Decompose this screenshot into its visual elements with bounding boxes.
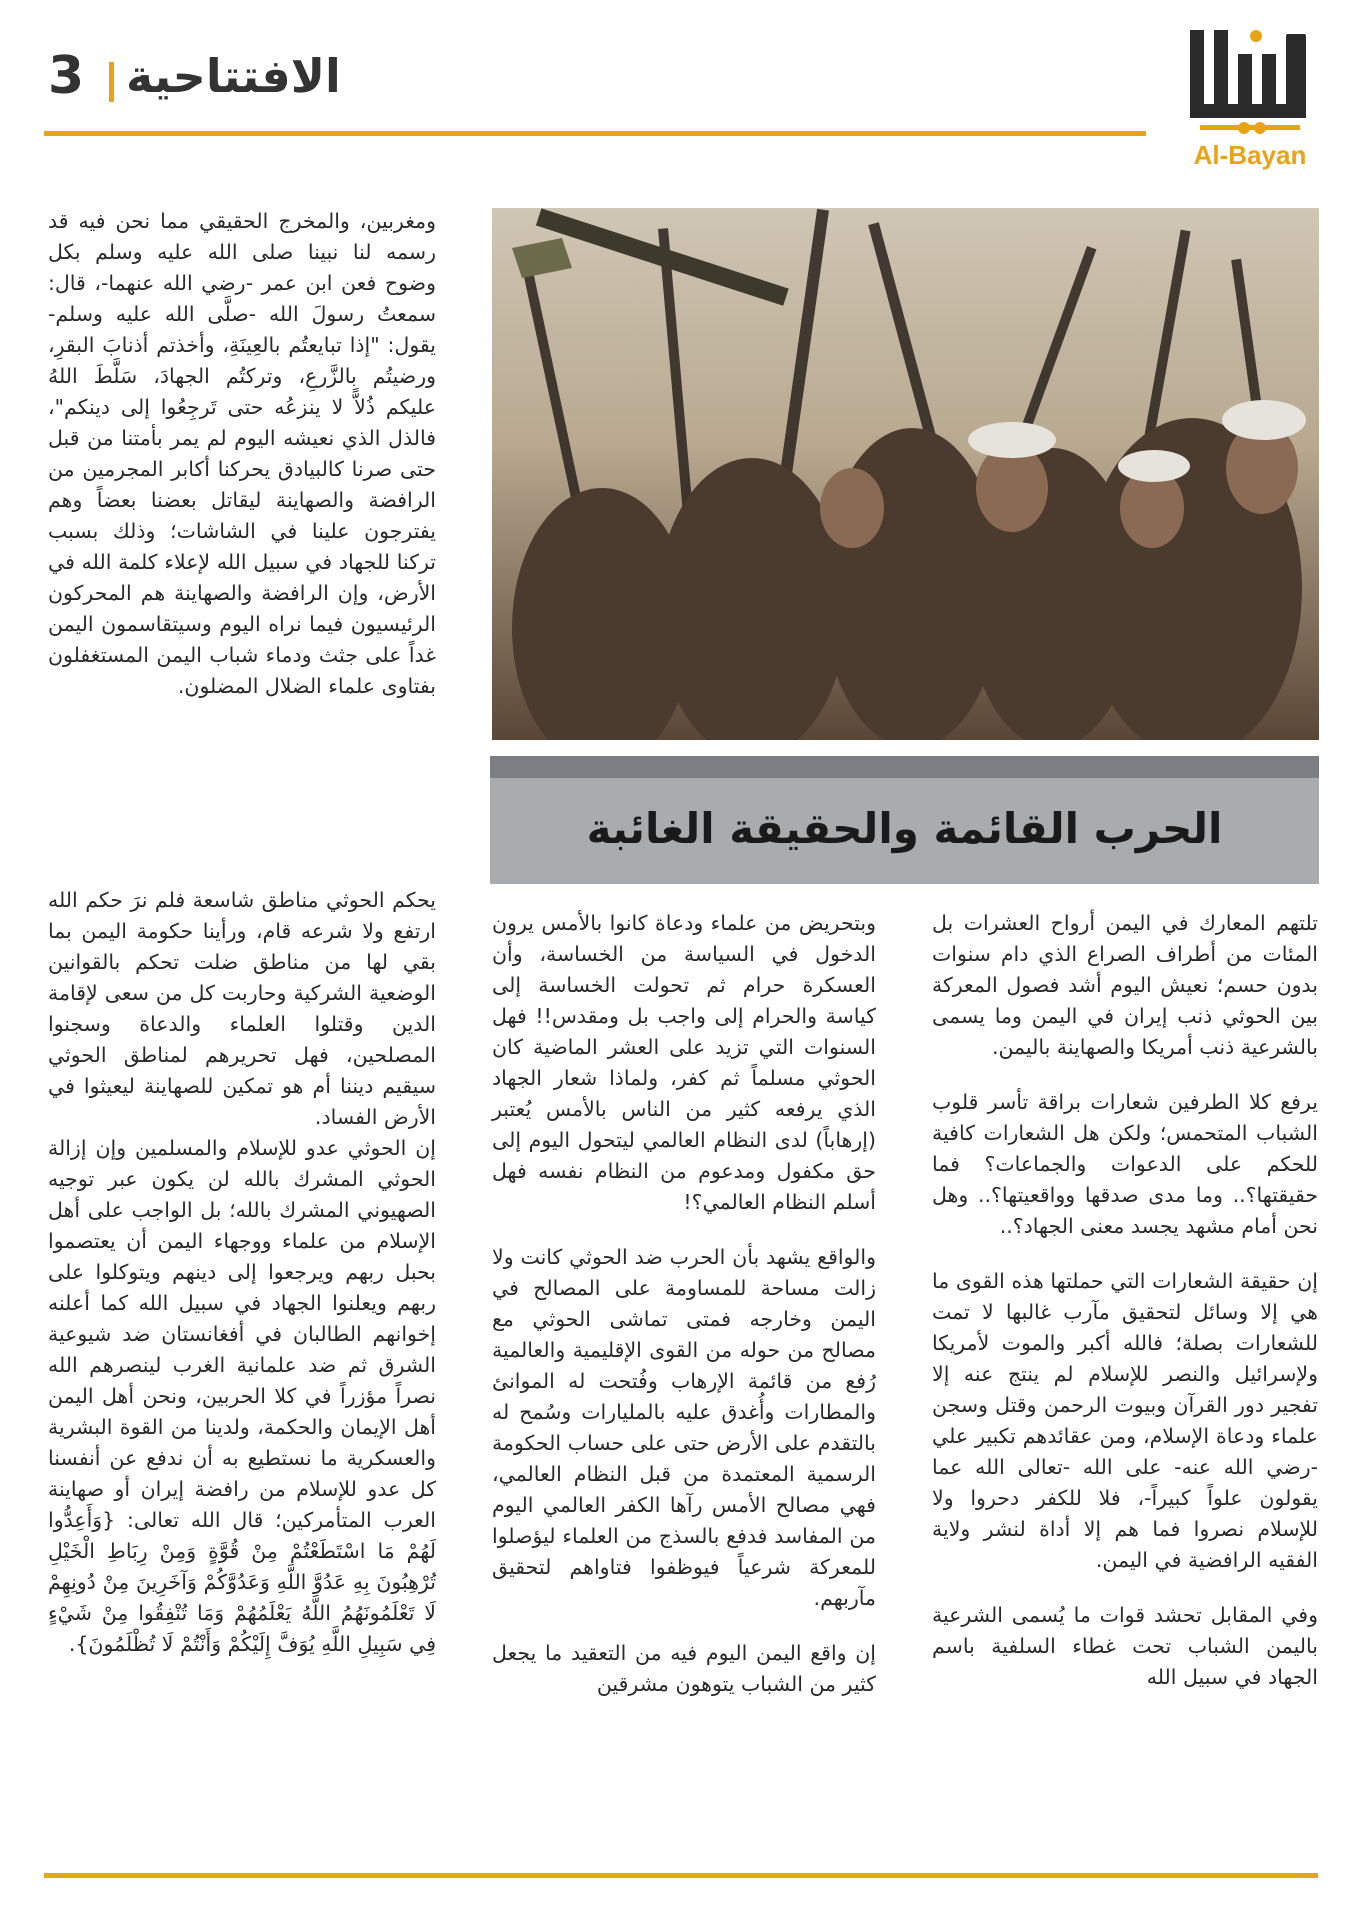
logo-english-text: Al-Bayan <box>1193 140 1307 170</box>
paragraph: إن حقيقة الشعارات التي حملتها هذه القوى ما هي إلا وسائل لتحقيق مآرب غالبها لا تمت للشعارات بصلة؛ فالله أكبر والموت لأمريكا ولإسرائيل والنصر للإسلام لم ينتج عنه إلا تفجير دور القرآن وبيوت الرحمن وقتل وسجن علماء ودعاة الإسلام، ومن عقائدهم تكبير علي -رضي الله عنه- على الله -تعالى الله عما يقولون علواً كبيراً-، فلا للكفر دحروا ولا للإسلام نصروا فما هم إلا أداة لنشر ولاية الفقيه الرافضية في اليمن. <box>932 1269 1318 1572</box>
right-column <box>932 908 1318 1693</box>
header-divider <box>109 62 114 102</box>
left-column-bottom <box>48 885 436 1660</box>
paragraph: تلتهم المعارك في اليمن أرواح العشرات بل المئات من أطراف الصراع الذي دام سنوات بدون حسم؛ نعيش اليوم أشد فصول المعركة بين الحوثي ذنب إيران في اليمن وما يسمى بالشرعية ذنب أمريكا والصهاينة باليمن. <box>932 911 1318 1059</box>
paragraph: ومغربين، والمخرج الحقيقي مما نحن فيه قد رسمه لنا نبينا صلى الله عليه وسلم بكل وضوح فعن ابن عمر -رضي الله عنهما-، قال: سمعتُ رسولَ الله -صلَّى الله عليه وسلم- يقول: "إذا تبايعتُم بالعِينَةِ، وأخذتم أذنابَ البقرِ، ورضيتُم بالزَّرعِ، وتركتُم الجهادَ، سَلَّطَ اللهُ عليكم ذُلاًّ لا ينزعُه حتى تَرجِعُوا إلى دينكم"، فالذل الذي نعيشه اليوم لم يمر بأمتنا من قبل حتى صرنا كالبيادق يحركنا أكابر المجرمين من الرافضة والصهاينة ليقاتل بعضنا بعضاً وهم يفترجون علينا في الشاشات؛ وذلك بسبب تركنا للجهاد في سبيل الله لإعلاء كلمة الله في الأرض، وإن الرافضة والصهاينة هم المحركون الرئيسيون فيما نراه اليوم وسيتقاسمون اليمن غداً على جثث ودماء شباب اليمن المستغفلون بفتاوى علماء الضلال المضلون. <box>48 209 436 698</box>
armed-fighters-photo <box>492 208 1319 740</box>
paragraph: إن واقع اليمن اليوم فيه من التعقيد ما يجعل كثير من الشباب يتوهون مشرقين <box>492 1641 876 1696</box>
left-column-top <box>48 206 436 702</box>
header-rule <box>44 131 1146 136</box>
section-title: الافتتاحية <box>126 49 341 103</box>
footer-rule <box>44 1873 1318 1878</box>
middle-column <box>492 908 876 1700</box>
paragraph: والواقع يشهد بأن الحرب ضد الحوثي كانت ولا زالت مساحة للمساومة على المصالح في اليمن وخارجه فمتى تماشى الحوثي مع مصالح من حوله من القوى الإقليمية والعالمية رُفع من قائمة الإرهاب وفُتحت له الموانئ والمطارات وأُغدق عليه بالمليارات وسُمح له بالتقدم على الأرض حتى على حساب الحكومة الرسمية المعتمدة من قبل النظام العالمي، فهي مصالح الأمس رآها الكفر العالمي اليوم من المفاسد فدفع بالسذج من العلماء ليؤصلوا للمعركة شرعياً فيوظفوا فتاواهم لتحقيق مآربهم. <box>492 1245 876 1610</box>
article-title: الحرب القائمة والحقيقة الغائبة <box>586 804 1223 853</box>
article-title-box <box>490 778 1319 884</box>
title-strip <box>490 756 1319 778</box>
paragraph: يرفع كلا الطرفين شعارات براقة تأسر قلوب الشباب المتحمس؛ ولكن هل الشعارات كافية للحكم على الدعوات والجماعات؟ فما حقيقتها؟.. وما مدى صدقها وواقعيتها؟.. وهل نحن أمام مشهد يجسد معنى الجهاد؟.. <box>932 1090 1318 1238</box>
paragraph: إن الحوثي عدو للإسلام والمسلمين وإن إزالة الحوثي المشرك بالله لن يكون عبر توجيه الصهيوني المشرك بالله؛ بل الواجب على أهل الإسلام من علماء ووجهاء اليمن أن يعتصموا بحبل ربهم ويرجعوا إلى دينهم ويتوكلوا على ربهم ويعلنوا الجهاد في سبيل الله كما أعلنه إخوانهم الطالبان في أفغانستان ضد شيوعية الشرق ثم ضد علمانية الغرب لينصرهم الله نصراً مؤزراً في كلا الحربين، ونحن أهل اليمن أهل الإيمان والحكمة، ولدينا من القوة البشرية والعسكرية ما نستطيع به أن ندفع عن أنفسنا كل عدو للإسلام من رافضة إيران أو صهاينة العرب المتأمركين؛ قال الله تعالى: {وَأَعِدُّوا لَهُمْ مَا اسْتَطَعْتُمْ مِنْ قُوَّةٍ وَمِنْ رِبَاطِ الْخَيْلِ تُرْهِبُونَ بِهِ عَدُوَّ اللَّهِ وَعَدُوَّكُمْ وَآخَرِينَ مِنْ دُونِهِمْ لَا تَعْلَمُونَهُمُ اللَّهُ يَعْلَمُهُمْ وَمَا تُنْفِقُوا مِنْ شَيْءٍ فِي سَبِيلِ اللَّهِ يُوَفَّ إِلَيْكُمْ وَأَنْتُمْ لَا تُظْلَمُونَ}. <box>48 1136 436 1656</box>
paragraph: يحكم الحوثي مناطق شاسعة فلم نرَ حكم الله ارتفع ولا شرعه قام، ورأينا حكومة اليمن بما بقي لها من مناطق ضلت تحكم بالقوانين الوضعية الشركية وحاربت كل من سعى لإقامة الدين وقتلوا العلماء والدعاة وسجنوا المصلحين، فهل تحريرهم لمناطق الحوثي سيقيم ديننا أم هو تمكين للصهاينة ليعيثوا في الأرض الفساد. <box>48 888 436 1129</box>
paragraph: وبتحريض من علماء ودعاة كانوا بالأمس يرون الدخول في السياسة من الخساسة، وأن العسكرة حرام ثم تحولت الخساسة إلى كياسة والحرام إلى واجب بل ومقدس!! فهل السنوات التي تزيد على العشر الماضية كان الحوثي مسلماً ثم كفر، ولماذا شعار الجهاد الذي يرفعه كثير من الناس بالأمس يُعتبر (إرهاباً) لدى النظام العالمي ليتحول اليوم إلى حق مكفول ومدعوم من النظام نفسه فهل أسلم النظام العالمي؟! <box>492 911 876 1214</box>
page-number: 3 <box>48 46 85 106</box>
paragraph: وفي المقابل تحشد قوات ما يُسمى الشرعية باليمن الشباب تحت غطاء السلفية باسم الجهاد في سبيل الله <box>932 1603 1318 1689</box>
